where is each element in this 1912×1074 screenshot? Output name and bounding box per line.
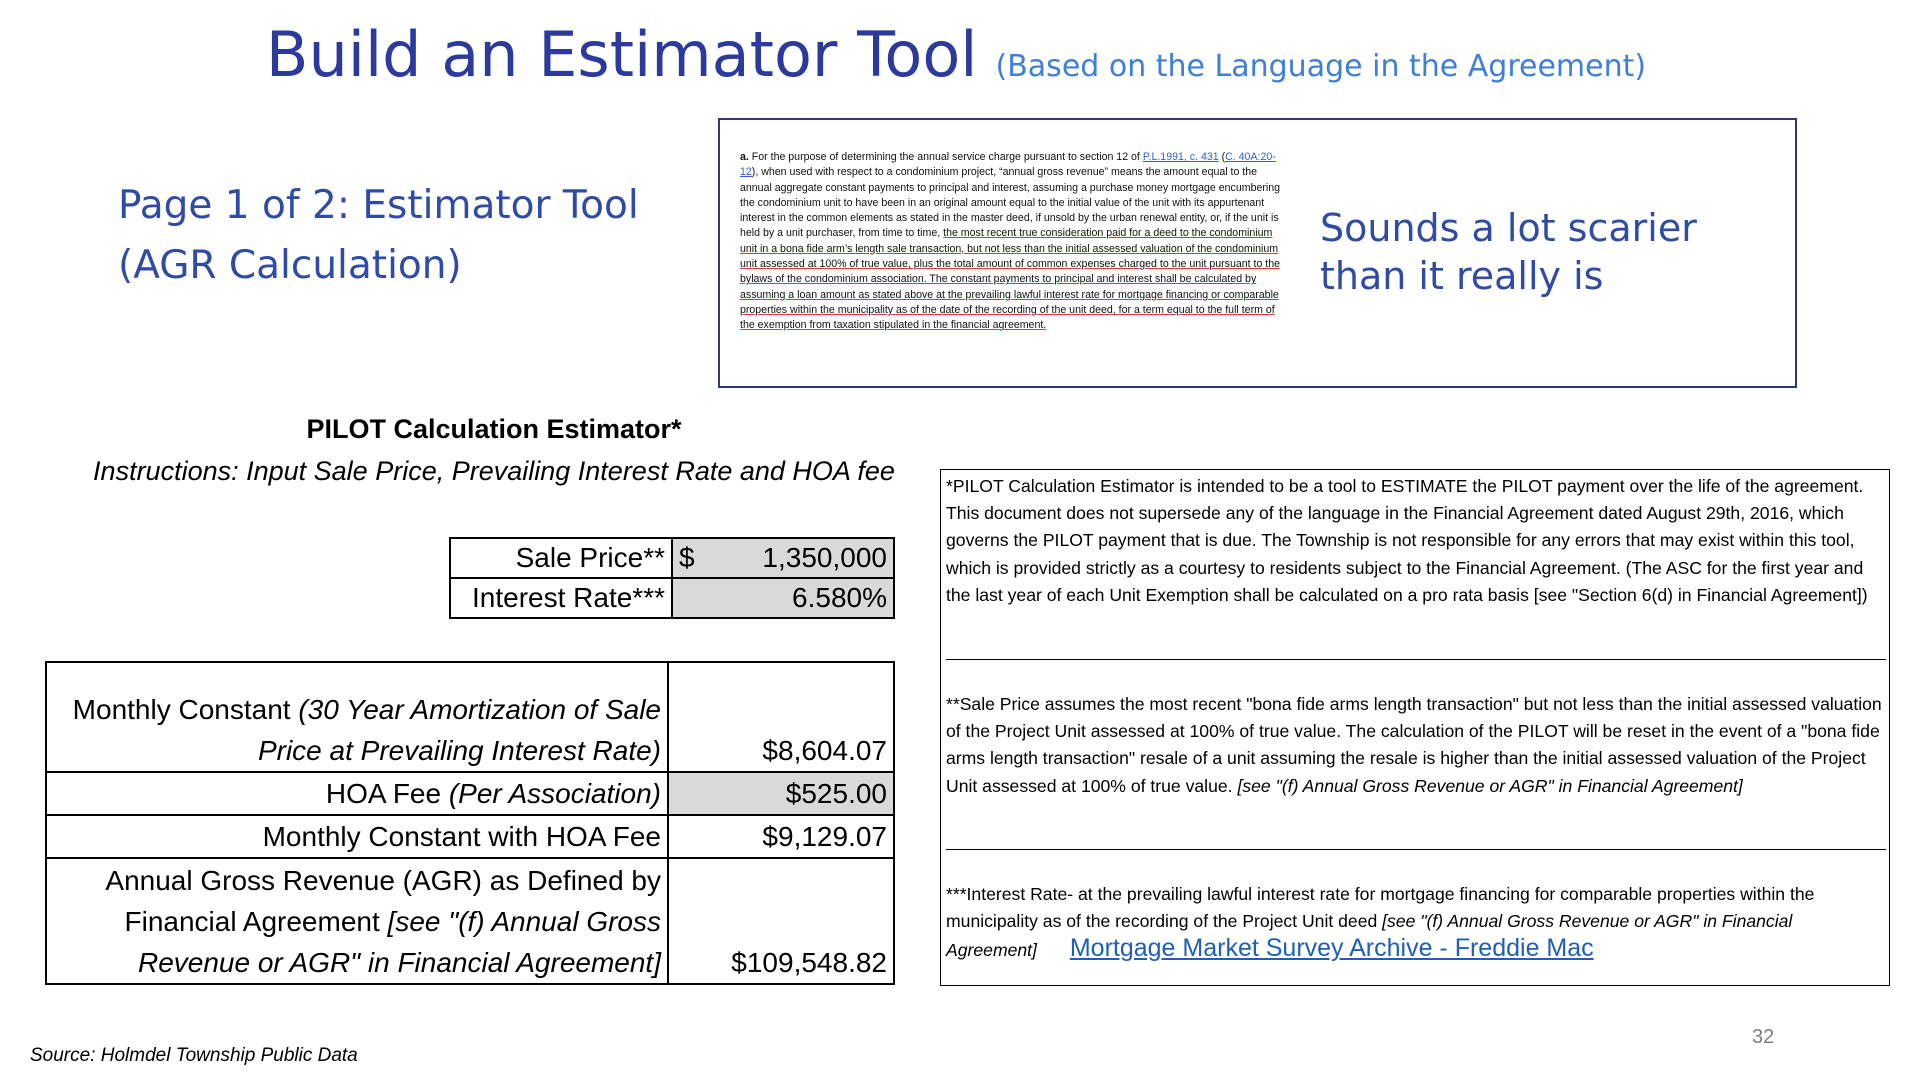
callout-text <box>1320 204 1760 300</box>
page-number: 32 <box>1752 1026 1775 1048</box>
page-heading-line1: Page 1 of 2: Estimator Tool <box>118 183 639 228</box>
sale-price-value: 1,350,000 <box>762 542 887 573</box>
monthly-constant-row <box>46 662 894 772</box>
estimator-instructions: Instructions: Input Sale Price, Prevailing Interest Rate and HOA fee <box>93 456 895 486</box>
monthly-with-hoa-label: Monthly Constant with HOA Fee <box>46 815 668 858</box>
estimator-results-table <box>45 661 895 985</box>
excerpt-label: a. <box>740 151 749 163</box>
note-disclaimer: *PILOT Calculation Estimator is intended to be a tool to ESTIMATE the PILOT payment over the life of the agreement. This document does not supersede any of the language in the Financial Agreement dated August 29th, 2016, which governs the PILOT payment that is due. The Township is not responsible for any errors that may exist within this tool, which is provided strictly as a courtesy to residents subject to the Financial Agreement. (The ASC for the first year and the last year of each Unit Exemption shall be calculated on a pro rata basis [see "Section 6(d) in Financial Agreement]) <box>946 476 1868 605</box>
sale-price-label: Sale Price** <box>450 538 672 578</box>
excerpt-link-c40a[interactable]: C. 40A:20-12 <box>740 151 1276 179</box>
hoa-fee-row <box>46 772 894 815</box>
note-sale-price <box>946 691 1886 800</box>
agr-label: Annual Gross Revenue (AGR) as Defined by Financial Agreement [see "(f) Annual Gross Revenue or AGR" in Financial Agreement] <box>46 858 668 984</box>
monthly-with-hoa-row <box>46 815 894 858</box>
currency-symbol: $ <box>679 542 695 573</box>
source-note: Source: Holmdel Township Public Data <box>30 1045 358 1066</box>
monthly-constant-value: $8,604.07 <box>668 662 894 772</box>
excerpt-part1: For the purpose of determining the annual service charge pursuant to section 12 of <box>748 151 1143 163</box>
title-main: Build an Estimator Tool <box>265 18 978 91</box>
title-subtitle: (Based on the Language in the Agreement) <box>995 49 1647 84</box>
excerpt-part2: ( <box>1221 151 1226 163</box>
estimator-title: PILOT Calculation Estimator* <box>306 414 682 444</box>
freddie-mac-link[interactable]: Mortgage Market Survey Archive - Freddie Mac <box>1069 934 1594 963</box>
note-sale-price-text: **Sale Price assumes the most recent "bona fide arms length transaction" but not less than the initial assessed valuation of the Project Unit assessed at 100% of true value. The calculation of the PILOT will be reset in the event of a "bona fide arms length transaction" resale of a unit assuming the resale is higher than the initial assessed valuation of the Project Unit assessed at 100% of true value. <box>946 694 1882 796</box>
interest-rate-input[interactable]: 6.580% <box>672 578 894 618</box>
note-interest-rate <box>946 881 1886 965</box>
estimator-inputs-table <box>449 537 895 619</box>
monthly-constant-label: Monthly Constant (30 Year Amortization of Sale Price at Prevailing Interest Rate) <box>46 662 668 772</box>
hoa-fee-input[interactable]: $525.00 <box>668 772 894 815</box>
page-heading <box>118 176 678 296</box>
interest-rate-label: Interest Rate*** <box>450 578 672 618</box>
slide-title <box>0 18 1912 91</box>
agr-row <box>46 858 894 984</box>
notes-divider-2 <box>946 849 1886 850</box>
excerpt-link-pl[interactable]: P.L.1991, c. 431 <box>1142 151 1219 163</box>
notes-divider-1 <box>946 659 1886 660</box>
agr-value: $109,548.82 <box>668 858 894 984</box>
agreement-excerpt-text <box>740 150 1290 334</box>
excerpt-part3: ), when used with respect to a condominium project, “annual gross revenue” means the amount equal to the annual aggregate constant payments to principal and interest, assuming a purchase money mortgage encumbering the condominium unit to have been in an original amount equal to the initial value of the unit with its appurtenant interest in the common elements as stated in the master deed, if unsold by the urban renewal entity, or, if the unit is held by a unit purchaser, from time to time, <box>740 166 1281 240</box>
callout-line2: than it really is <box>1320 254 1604 298</box>
callout-line1: Sounds a lot scarier <box>1320 206 1697 250</box>
sale-price-row <box>450 538 894 578</box>
page-heading-line2: (AGR Calculation) <box>118 243 462 288</box>
hoa-fee-label: HOA Fee (Per Association) <box>46 772 668 815</box>
excerpt-underlined-text: the most recent true consideration paid for a deed to the condominium unit in a bona fide arm’s length sale transaction, but not less than the initial assessed valuation of the condominium unit assessed at 100% of true value, plus the total amount of common expenses charged to the unit pursuant to the bylaws of the condominium association. The constant payments to principal and interest shall be calculated by assuming a loan amount as stated above at the prevailing lawful interest rate for mortgage financing or comparable properties within the municipality as of the date of the recording of the unit deed, for a term equal to the full term of the exemption from taxation stipulated in the financial agreement. <box>740 227 1281 332</box>
interest-rate-row <box>450 578 894 618</box>
monthly-with-hoa-value: $9,129.07 <box>668 815 894 858</box>
note-interest-rate-ref: [see "(f) Annual Gross Revenue or AGR" in Financial Agreement] <box>946 911 1793 961</box>
note-interest-rate-text: ***Interest Rate- at the prevailing lawful interest rate for mortgage financing for comparable properties within the municipality as of the recording of the Project Unit deed <box>946 884 1815 932</box>
sale-price-input[interactable] <box>672 538 894 578</box>
note-sale-price-ref: [see "(f) Annual Gross Revenue or AGR" in Financial Agreement] <box>1237 775 1743 796</box>
